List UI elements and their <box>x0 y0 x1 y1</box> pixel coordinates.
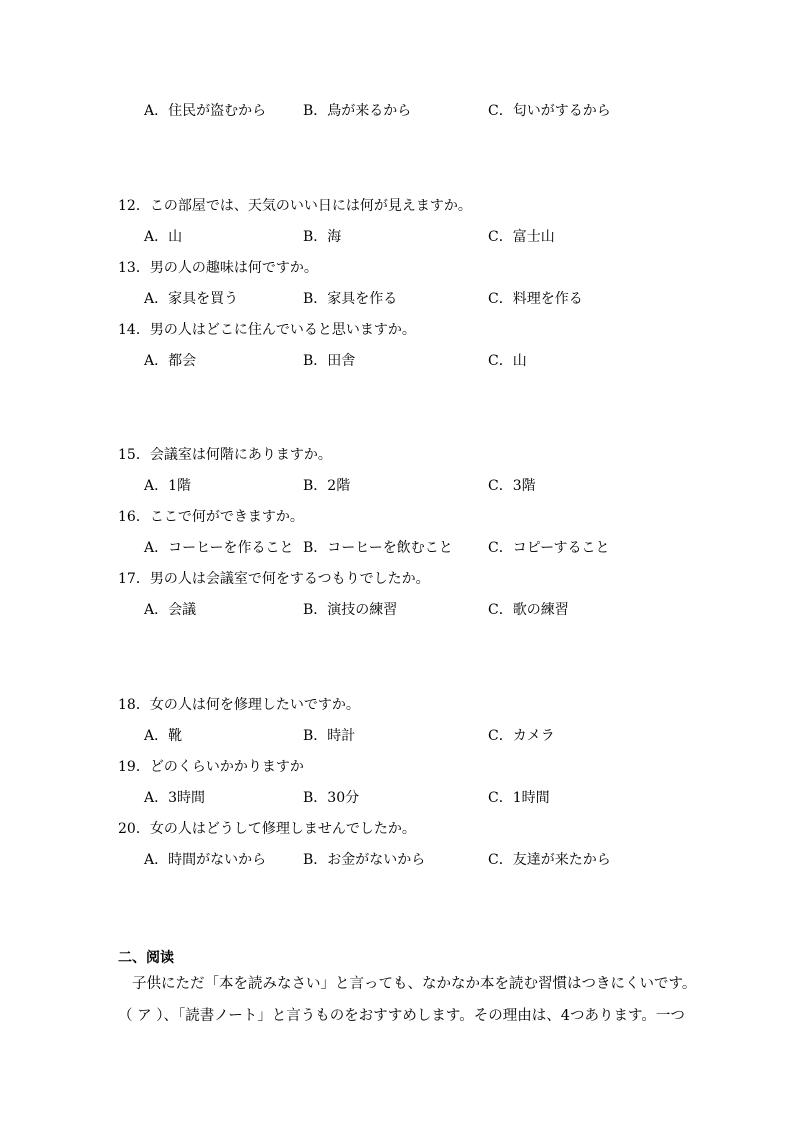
question-14: 14．男の人はどこに住んでいると思いますか。 <box>118 322 416 338</box>
q11-option-a: A．住民が盗むから <box>144 103 267 119</box>
question-12: 12．この部屋では、天気のいい日には何が見えますか。 <box>118 198 472 214</box>
q19-option-c: C．1時間 <box>488 790 550 806</box>
q17-option-c: C．歌の練習 <box>488 602 569 618</box>
q16-option-b: B．コーヒーを飲むこと <box>303 540 453 556</box>
question-20: 20．女の人はどうして修理しませんでしたか。 <box>118 821 416 837</box>
q12-option-b: B．海 <box>303 229 342 245</box>
q20-option-b: B．お金がないから <box>303 852 426 868</box>
reading-section-heading: 二、阅读 <box>118 950 174 966</box>
q13-option-a: A．家具を買う <box>144 291 239 307</box>
q13-option-b: B．家具を作る <box>303 291 398 307</box>
question-16: 16．ここで何ができますか。 <box>118 509 304 525</box>
question-13: 13．男の人の趣味は何ですか。 <box>118 260 318 276</box>
q13-option-c: C．料理を作る <box>488 291 583 307</box>
q18-option-b: B．時計 <box>303 728 356 744</box>
q16-option-a: A．コーヒーを作ること <box>144 540 294 556</box>
reading-paragraph-line-2: （ ア ）、「読書ノート」と言うものをおすすめします。その理由は、4つあります。一つ <box>118 1008 685 1024</box>
question-17: 17．男の人は会議室で何をするつもりでしたか。 <box>118 571 430 587</box>
q11-option-c: C．匂いがするから <box>488 103 611 119</box>
q18-option-c: C．カメラ <box>488 728 555 744</box>
reading-paragraph-line-1: 子供にただ「本を読みなさい」と言っても、なかなか本を読む習慣はつきにくいです。 <box>132 976 697 992</box>
q14-option-a: A．都会 <box>144 353 197 369</box>
q20-option-c: C．友達が来たから <box>488 852 611 868</box>
q15-option-a: A．1階 <box>144 478 192 494</box>
q12-option-c: C．富士山 <box>488 229 555 245</box>
q12-option-a: A．山 <box>144 229 183 245</box>
q17-option-a: A．会議 <box>144 602 197 618</box>
q16-option-c: C．コピーすること <box>488 540 610 556</box>
q20-option-a: A．時間がないから <box>144 852 267 868</box>
q11-option-b: B．鳥が来るから <box>303 103 412 119</box>
question-18: 18．女の人は何を修理したいですか。 <box>118 697 360 713</box>
q19-option-b: B．30分 <box>303 790 360 806</box>
question-19: 19．どのくらいかかりますか <box>118 759 304 775</box>
question-15: 15．会議室は何階にありますか。 <box>118 447 332 463</box>
q18-option-a: A．靴 <box>144 728 183 744</box>
q15-option-c: C．3階 <box>488 478 536 494</box>
q15-option-b: B．2階 <box>303 478 351 494</box>
q17-option-b: B．演技の練習 <box>303 602 398 618</box>
q14-option-c: C．山 <box>488 353 527 369</box>
q14-option-b: B．田舎 <box>303 353 356 369</box>
q19-option-a: A．3時間 <box>144 790 206 806</box>
